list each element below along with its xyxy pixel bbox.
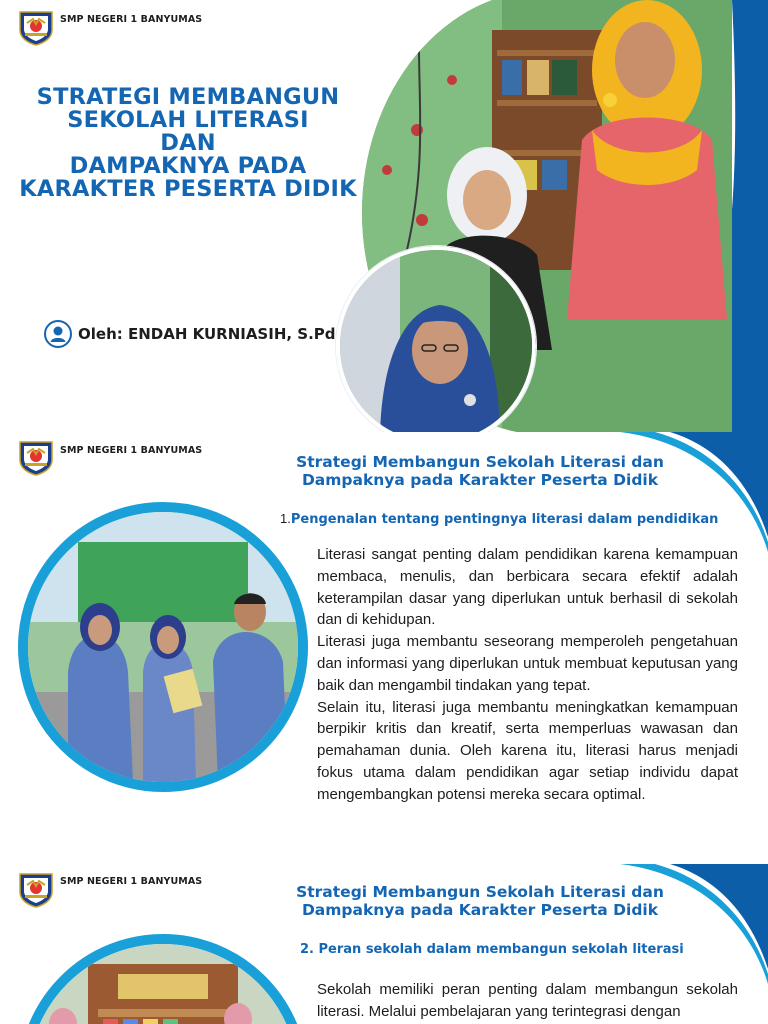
title-line: DAMPAKNYA PADA: [69, 153, 307, 179]
section-heading: [280, 511, 718, 527]
cover-slide: [0, 0, 768, 432]
school-name: SMP NEGERI 1 BANYUMAS: [60, 14, 203, 25]
section-heading: 2. Peran sekolah dalam membangun sekolah literasi: [300, 942, 684, 957]
slide-title-line: Dampaknya pada Karakter Peserta Didik: [301, 471, 659, 489]
body-text: [317, 544, 738, 806]
slide-title: [260, 883, 700, 919]
school-name: SMP NEGERI 1 BANYUMAS: [60, 876, 203, 887]
top-right-decor-waves: [560, 432, 768, 562]
title-line: DAN: [160, 130, 216, 156]
content-slide-2: [0, 864, 768, 1024]
body-text: [317, 979, 738, 1023]
author-name: Oleh: ENDAH KURNIASIH, S.Pd: [78, 325, 336, 343]
paragraph: Literasi juga membantu seseorang memperoleh pengetahuan dan informasi yang diperlukan untuk membuat keputusan yang baik dan mengambil tindakan yang tepat.: [317, 633, 738, 694]
user-circle-icon: [44, 320, 72, 348]
school-logo-icon: [16, 436, 56, 476]
library-photo: [18, 934, 308, 1024]
author-row: [44, 320, 336, 348]
slide-title: [260, 453, 700, 489]
slide-title-line: Strategi Membangun Sekolah Literasi dan: [296, 453, 664, 471]
title-line: KARAKTER PESERTA DIDIK: [19, 176, 357, 202]
ceremony-photo: [18, 502, 308, 792]
school-name: SMP NEGERI 1 BANYUMAS: [60, 445, 203, 456]
content-slide-1: [0, 432, 768, 864]
school-logo-icon: [16, 868, 56, 908]
section-number: 1.: [280, 511, 291, 526]
paragraph: Literasi sangat penting dalam pendidikan karena kemampuan membaca, menulis, dan berbicara secara efektif adalah keterampilan dasar yang diperlukan untuk berhasil di sekolah dan di kehidupan.: [317, 546, 738, 629]
school-logo-icon: [16, 6, 56, 46]
paragraph: Sekolah memiliki peran penting dalam membangun sekolah literasi. Melalui pembelajaran yang terintegrasi dengan: [317, 981, 738, 1020]
paragraph: Selain itu, literasi juga membantu meningkatkan kemampuan berpikir kritis dan kreatif, serta memperluas wawasan dan pemahaman dunia. Oleh karena itu, literasi harus menjadi fokus utama dalam pendidikan agar setiap individu dapat mengembangkan potensi mereka secara optimal.: [317, 698, 738, 803]
page-title: [8, 86, 368, 201]
slide-title-line: Dampaknya pada Karakter Peserta Didik: [301, 901, 659, 919]
title-line: SEKOLAH LITERASI: [67, 107, 309, 133]
section-heading-text: Pengenalan tentang pentingnya literasi dalam pendidikan: [290, 512, 719, 527]
slide-title-line: Strategi Membangun Sekolah Literasi dan: [296, 883, 664, 901]
title-line: STRATEGI MEMBANGUN: [36, 84, 340, 110]
author-portrait: [336, 246, 536, 432]
